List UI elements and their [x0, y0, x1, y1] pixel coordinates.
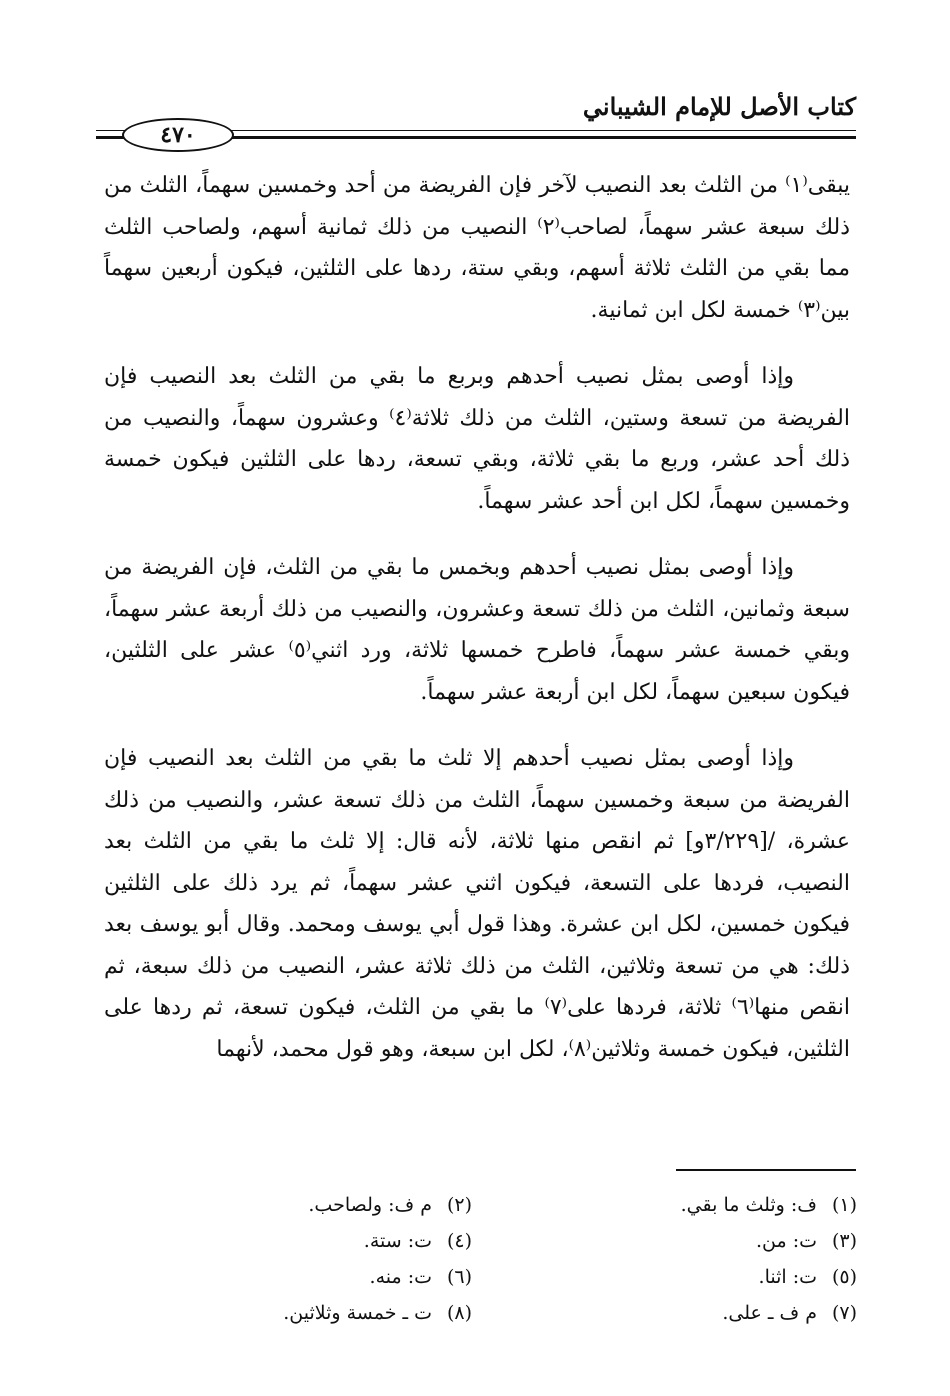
footnote-2: [172, 1187, 472, 1223]
footnote-4: [172, 1223, 472, 1259]
page-header: [96, 86, 856, 166]
paragraph-4: وإذا أوصى بمثل نصيب أحدهم إلا ثلث ما بقي من الثلث بعد النصيب فإن الفريضة من سبعة وخمسين سهماً، الثلث من ذلك تسعة عشر، والنصيب من ذلك عشرة، /[٣/٢٢٩و] ثم انقص منها ثلاثة، لأنه قال: إلا ثلث ما بقي من الثلث بعد النصيب، فردها على التسعة، فيكون اثني عشر سهماً، ثم يرد ذلك على الثلثين فيكون خمسين، لكل ابن عشرة. وهذا قول أبي يوسف ومحمد. وقال أبو يوسف بعد ذلك: هي من تسعة وثلاثين، الثلث من ذلك ثلاثة عشر، النصيب من ذلك سبعة، ثم انقص منها⁽٦⁾ ثلاثة، فردها على⁽٧⁾ ما بقي من الثلث، فيكون تسعة، ثم ردها على الثلثين، فيكون خمسة وثلاثين⁽٨⁾، لكل ابن سبعة، وهو قول محمد، لأنهما: [104, 746, 851, 1062]
footnote-text: ت: ستة.: [363, 1230, 432, 1252]
book-title: كتاب الأصل للإمام الشيباني: [582, 92, 856, 121]
footnote-text: ت: اثنا.: [758, 1266, 817, 1288]
footnote-number: (٦): [446, 1266, 472, 1288]
body-text: [104, 165, 850, 1095]
footnote-number: (٢): [446, 1194, 472, 1216]
footnote-6: [172, 1259, 472, 1295]
footnote-number: (٧): [831, 1302, 857, 1324]
footnote-text: ت: منه.: [369, 1266, 432, 1288]
paragraph-3: وإذا أوصى بمثل نصيب أحدهم وبخمس ما بقي من الثلث، فإن الفريضة من سبعة وثمانين، الثلث من ذلك تسعة وعشرون، والنصيب من ذلك أربعة عشر سهماً، وبقي خمسة عشر سهماً، فاطرح خمسها ثلاثة، ورد اثني⁽٥⁾ عشر على الثلثين، فيكون سبعين سهماً، لكل ابن أربعة عشر سهماً.: [104, 555, 850, 705]
footnote-7: [527, 1295, 857, 1331]
footnote-number: (٣): [831, 1230, 857, 1252]
footnote-8: [172, 1295, 472, 1331]
footnote-number: (٥): [831, 1266, 857, 1288]
footnotes-left-column: [172, 1187, 472, 1331]
footnote-text: م ف: ولصاحب.: [308, 1194, 432, 1216]
footnote-text: ف: وثلث ما بقي.: [680, 1194, 817, 1216]
paragraph-1: يبقى⁽١⁾ من الثلث بعد النصيب لآخر فإن الفريضة من أحد وخمسين سهماً، الثلث من ذلك سبعة عشر سهماً، لصاحب⁽٢⁾ النصيب من ذلك ثمانية أسهم، ولصاحب الثلث مما بقي من الثلث ثلاثة أسهم، وبقي ستة، ردها على الثلثين، فيكون أربعين سهماً بين⁽٣⁾ خمسة لكل ابن ثمانية.: [104, 173, 850, 323]
page-number: ٤٧٠: [122, 118, 234, 152]
footnote-text: ت ـ خمسة وثلاثين.: [283, 1302, 432, 1324]
footnotes-right-column: [527, 1187, 857, 1331]
footnote-1: [527, 1187, 857, 1223]
footnote-5: [527, 1259, 857, 1295]
paragraph-2: وإذا أوصى بمثل نصيب أحدهم وبربع ما بقي من الثلث بعد النصيب فإن الفريضة من تسعة وستين، الثلث من ذلك ثلاثة⁽٤⁾ وعشرون سهماً، والنصيب من ذلك أحد عشر، وربع ما بقي ثلاثة، وبقي تسعة، ردها على الثلثين فيكون خمسة وخمسين سهماً، لكل ابن أحد عشر سهماً.: [104, 364, 850, 514]
footnote-text: م ف ـ على.: [722, 1302, 817, 1324]
footnote-number: (٨): [446, 1302, 472, 1324]
footnote-number: (٤): [446, 1230, 472, 1252]
footnote-number: (١): [831, 1194, 857, 1216]
footnote-separator: [676, 1169, 856, 1171]
footnote-3: [527, 1223, 857, 1259]
footnote-text: ت: من.: [755, 1230, 817, 1252]
